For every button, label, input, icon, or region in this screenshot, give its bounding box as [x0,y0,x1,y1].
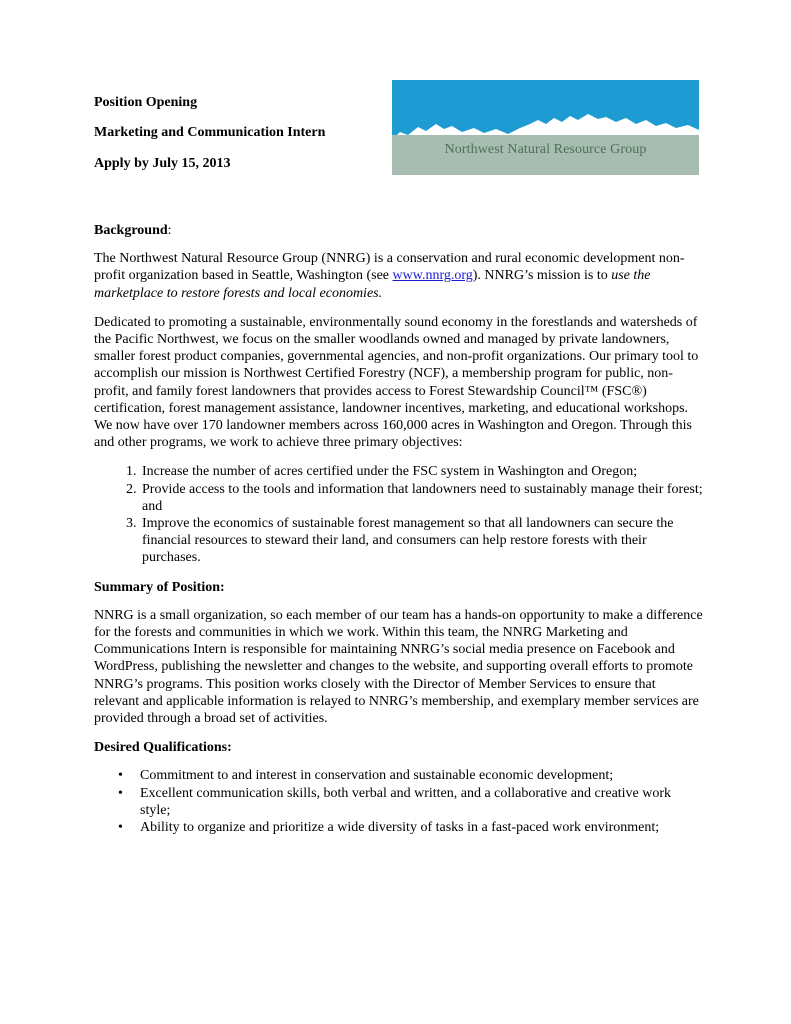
list-item: 1. Increase the number of acres certified under the FSC system in Washington and Oregon; [140,463,704,480]
mountain-logo-graphic [392,80,699,175]
qualifications-heading: Desired Qualifications: [94,740,232,756]
qualifications-list [94,767,704,836]
list-item: • Ability to organize and prioritize a wide diversity of tasks in a fast-paced work environment; [118,820,660,836]
nnrg-logo [392,80,699,175]
nnrg-website-link[interactable]: www.nnrg.org [392,268,473,284]
bullet-icon: • [118,820,123,836]
background-paragraph-1: The Northwest Natural Resource Group (NNRG) is a conservation and rural economic development non-profit organization based in Seattle, Washington (see www.nnrg.org). NNRG’s mission is to use the marketplace to restore forests and local economies. [94,251,685,301]
position-title: Marketing and Communication Intern [94,125,326,140]
list-item: 3. Improve the economics of sustainable forest management so that all landowners can secure the financial resources to steward their land, and consumers can help restore forests with their purchases. [140,515,704,567]
list-item: • Excellent communication skills, both verbal and written, and a collaborative and creative work style; [118,785,672,818]
bullet-icon: • [118,785,123,801]
main-content [94,222,704,836]
background-heading: Background: [94,223,172,238]
apply-deadline: Apply by July 15, 2013 [94,156,231,171]
position-opening-label: Position Opening [94,95,198,110]
list-item: 2. Provide access to the tools and information that landowners need to sustainably manage their forest; and [140,481,704,515]
list-item: • Commitment to and interest in conservation and sustainable economic development; [118,768,614,784]
bullet-icon: • [118,768,123,784]
logo-wordmark: Northwest Natural Resource Group [444,142,647,157]
summary-heading: Summary of Position: [94,579,225,595]
objectives-list [94,463,704,566]
summary-paragraph: NNRG is a small organization, so each member of our team has a hands-on opportunity to make a difference for the forests and communities in which we work. Within this team, the NNRG Marketing and Communications Intern is responsible for maintaining NNRG’s social media presence on Facebook and WordPress, publishing the newsletter and changes to the website, and supporting overall efforts to promote NNRG’s programs. This position works closely with the Director of Member Services to ensure that relevant and applicable information is relayed to NNRG’s membership, and exemplary member services are provided through a broad set of activities. [94,607,703,727]
background-paragraph-2: Dedicated to promoting a sustainable, environmentally sound economy in the forestlands and watersheds of the Pacific Northwest, we focus on the smaller woodlands owned and managed by private landowners, smaller forest product companies, governmental agencies, and non-profit organizations. Our primary tool to accomplish our mission is Northwest Certified Forestry (NCF), a membership program for public, non-profit, and family forest landowners that provides access to Forest Stewardship Council™ (FSC®) certification, forest management assistance, landowner incentives, marketing, and educational workshops. We now have over 170 landowner members across 160,000 acres in Washington and Oregon. Through this and other programs, we work to achieve three primary objectives: [94,314,699,451]
